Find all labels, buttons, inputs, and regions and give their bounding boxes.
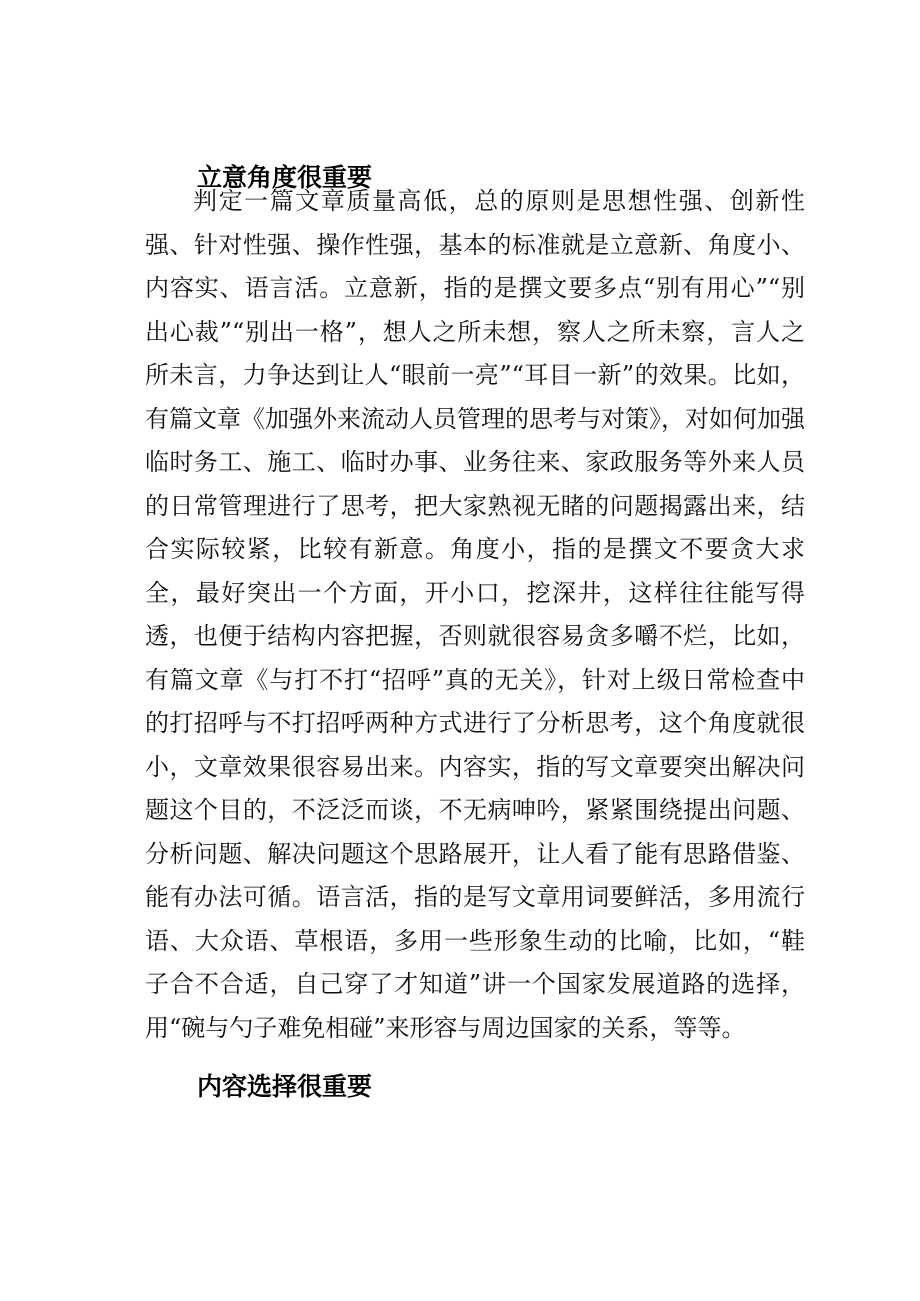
section-heading-perspective: 立意角度很重要 (197, 163, 373, 192)
section-heading-content-selection: 内容选择很重要 (197, 1072, 373, 1101)
section-body-paragraph: 判定一篇文章质量高低，总的原则是思想性强、创新性强、针对性强、操作性强，基本的标准就是立意新、角度小、内容实、语言活。立意新，指的是撰文要多点“别有用心”“别出心裁”“别出一格”，想人之所未想，察人之所未察，言人之所未言，力争达到让人“眼前一亮”“耳目一新”的效果。比如，有篇文章《加强外来流动人员管理的思考与对策》，对如何加强临时务工、施工、临时办事、业务往来、家政服务等外来人员的日常管理进行了思考，把大家熟视无睹的问题揭露出来，结合实际较紧，比较有新意。角度小，指的是撰文不要贪大求全，最好突出一个方面，开小口，挖深井，这样往往能写得透，也便于结构内容把握，否则就很容易贪多嚼不烂，比如，有篇文章《与打不打“招呼”真的无关》，针对上级日常检查中的打招呼与不打招呼两种方式进行了分析思考，这个角度就很小，文章效果很容易出来。内容实，指的写文章要突出解决问题这个目的，不泛泛而谈，不无病呻吟，紧紧围绕提出问题、分析问题、解决问题这个思路展开，让人看了能有思路借鉴、能有办法可循。语言活，指的是写文章用词要鲜活，多用流行语、大众语、草根语，多用一些形象生动的比喻，比如，“鞋子合不合适，自己穿了才知道”讲一个国家发展道路的选择，用“碗与勺子难免相碰”来形容与周边国家的关系，等等。 (145, 187, 805, 1042)
